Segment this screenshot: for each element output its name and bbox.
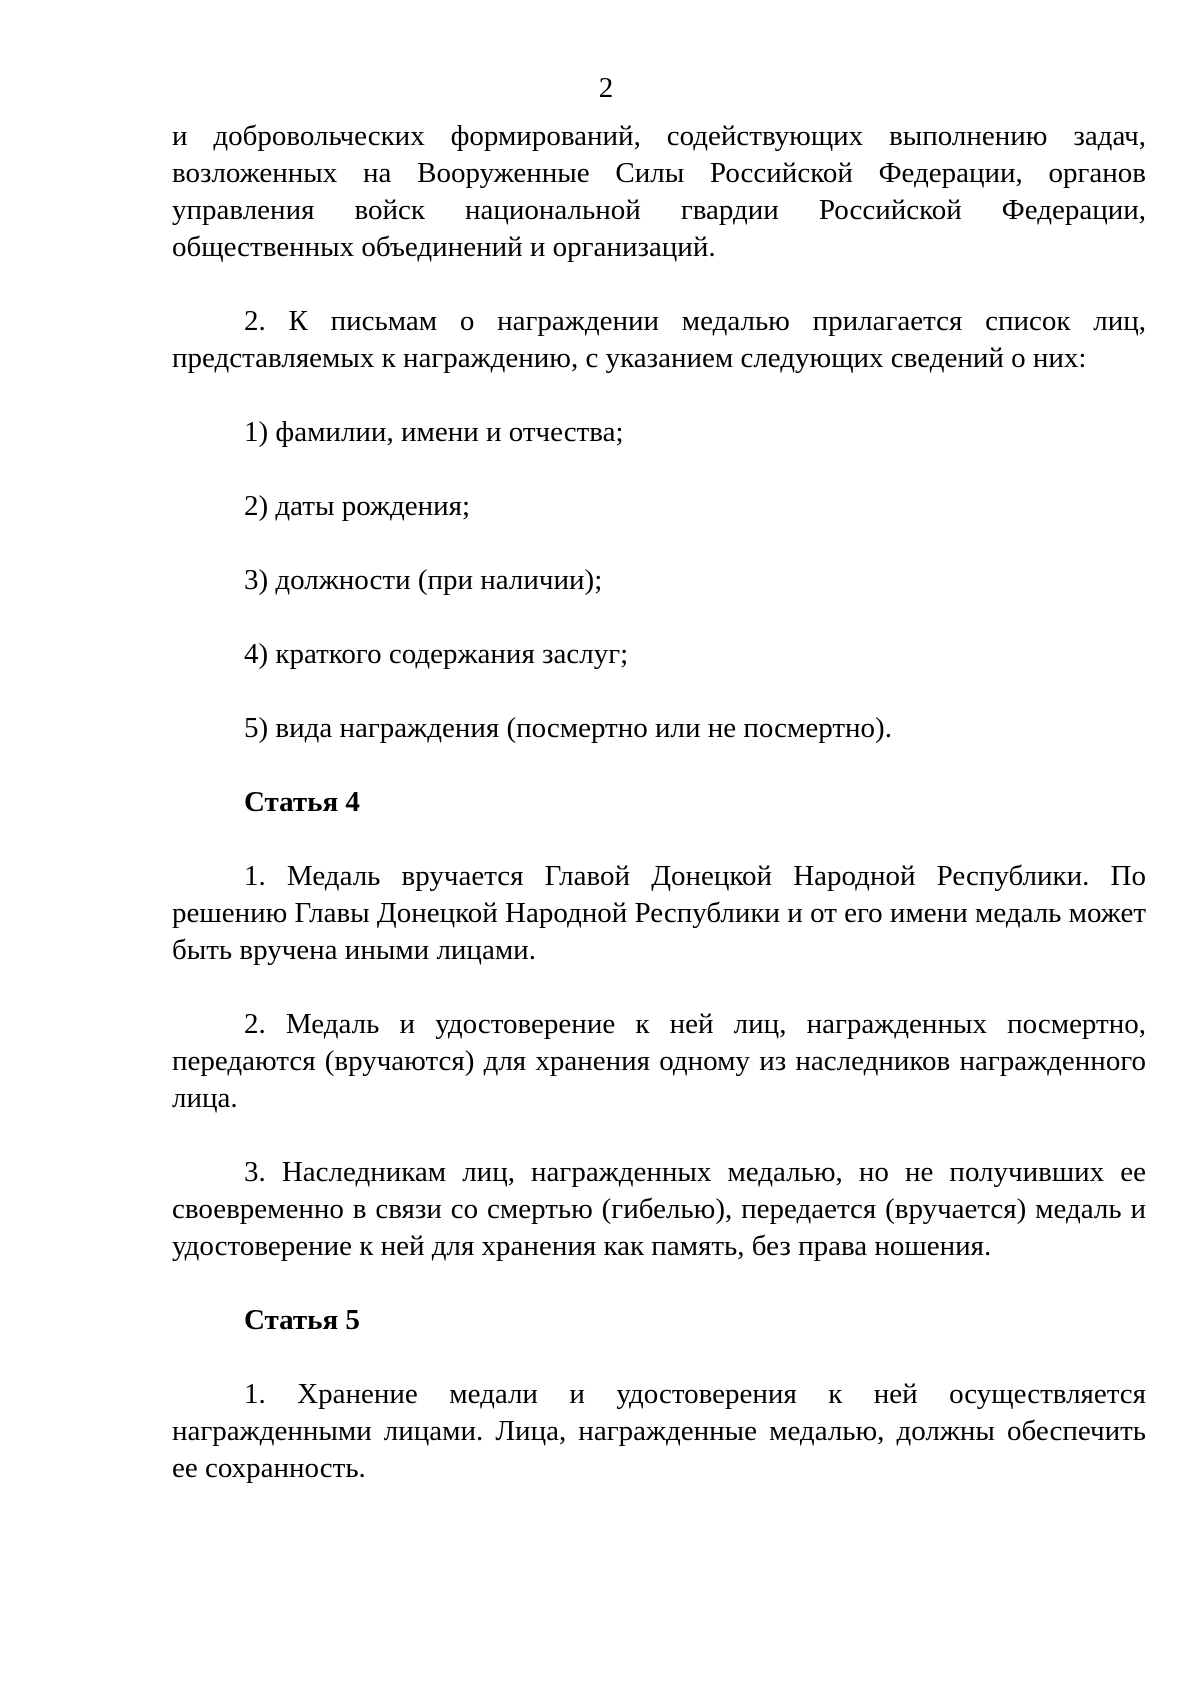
article4-heading: Статья 4 [244, 786, 360, 818]
article5-point1: 1. Хранение медали и удостоверения к ней осуществляется награжденными лицами. Лица, награжденные медалью, должны обеспечить ее сохранность. [172, 1378, 1146, 1484]
article5-heading: Статья 5 [244, 1304, 360, 1336]
article4-point1: 1. Медаль вручается Главой Донецкой Народной Республики. По решению Главы Донецкой Народной Республики и от его имени медаль может быть вручена иными лицами. [172, 860, 1146, 966]
list-item-4: 4) краткого содержания заслуг; [244, 638, 629, 670]
intro-paragraph: и добровольческих формирований, содействующих выполнению задач, возложенных на Вооруженные Силы Российской Федерации, органов управления войск национальной гвардии Российской Федерации, общественных объединений и организаций. [172, 120, 1146, 263]
page-number: 2 [598, 72, 614, 104]
list-item-5: 5) вида награждения (посмертно или не посмертно). [244, 712, 892, 744]
list-item-1: 1) фамилии, имени и отчества; [244, 416, 624, 448]
list-item-2: 2) даты рождения; [244, 490, 471, 522]
document-body [172, 118, 1146, 1487]
article3-point2: 2. К письмам о награждении медалью прилагается список лиц, представляемых к награждению, с указанием следующих сведений о них: [172, 305, 1146, 374]
article4-point2: 2. Медаль и удостоверение к ней лиц, награжденных посмертно, передаются (вручаются) для хранения одному из наследников награжденного лица. [172, 1008, 1146, 1114]
article4-point3: 3. Наследникам лиц, награжденных медалью, но не получивших ее своевременно в связи со смертью (гибелью), передается (вручается) медаль и удостоверение к ней для хранения как память, без права ношения. [172, 1156, 1146, 1262]
list-item-3: 3) должности (при наличии); [244, 564, 603, 596]
